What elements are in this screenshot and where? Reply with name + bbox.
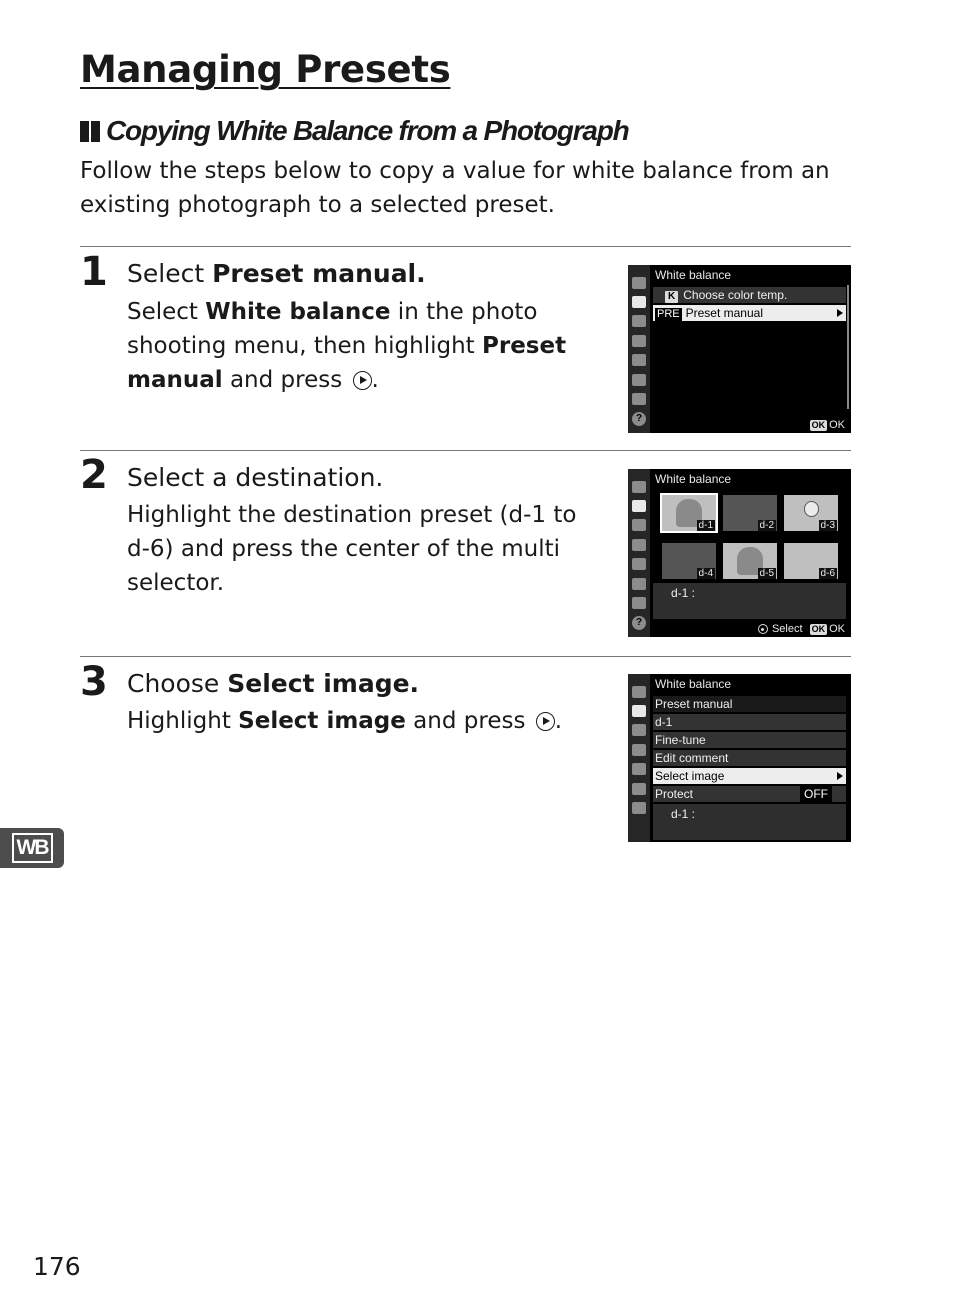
camera-screen-white-balance-menu [628, 265, 851, 433]
menu-item-preset-manual[interactable]: PRE Preset manual [653, 305, 846, 321]
custom-settings-icon [632, 744, 646, 756]
submenu-heading-preset-manual: Preset manual [653, 696, 846, 712]
setup-menu-icon [632, 763, 646, 775]
movie-shooting-menu-icon [632, 315, 646, 327]
retouch-menu-icon [632, 783, 646, 795]
wb-tab-label: WB [12, 833, 53, 863]
menu-sidebar [628, 674, 650, 842]
menu-item-edit-comment[interactable]: Edit comment [653, 750, 846, 766]
step-number: 3 [80, 659, 108, 705]
protect-value: OFF [800, 786, 832, 802]
playback-menu-icon [632, 481, 646, 493]
photo-shooting-menu-icon [632, 705, 646, 717]
preset-thumbnail-d3[interactable]: d-3 [784, 495, 838, 531]
menu-item-fine-tune[interactable]: Fine-tune [653, 732, 846, 748]
kelvin-icon: K [665, 291, 678, 303]
help-icon: ? [632, 412, 646, 426]
my-menu-icon [632, 597, 646, 609]
photo-shooting-menu-icon [632, 296, 646, 308]
custom-settings-icon [632, 335, 646, 347]
step-divider [80, 656, 851, 657]
help-icon: ? [632, 616, 646, 630]
setup-menu-icon [632, 558, 646, 570]
section-heading [80, 115, 629, 147]
step-number: 2 [80, 452, 108, 498]
chevron-right-icon [837, 772, 843, 780]
screen-title: White balance [655, 677, 732, 691]
retouch-menu-icon [632, 578, 646, 590]
playback-menu-icon [632, 277, 646, 289]
step-title: Select a destination. [127, 463, 384, 492]
photo-thumbnail-image [804, 501, 819, 517]
my-menu-icon [632, 802, 646, 814]
step-body: Highlight Select image and press . [127, 708, 563, 734]
intro-paragraph: Follow the steps below to copy a value for white balance from an existing photograph to a selected preset. [80, 158, 830, 218]
multi-selector-right-icon [536, 712, 555, 731]
menu-sidebar [628, 265, 650, 433]
step-body: Select White balance in the photo shooting menu, then highlight Preset manual and press . [127, 299, 567, 393]
movie-shooting-menu-icon [632, 724, 646, 736]
step-number: 1 [80, 249, 108, 295]
ok-legend: OK OK [811, 419, 845, 431]
screen-title: White balance [655, 472, 732, 486]
scrollbar [847, 285, 849, 409]
photo-shooting-menu-icon [632, 500, 646, 512]
camera-screen-destination-select [628, 469, 851, 637]
section-marker-icon [80, 121, 100, 142]
preset-thumbnail-d1[interactable]: d-1 [662, 495, 716, 531]
chevron-right-icon [837, 309, 843, 317]
menu-item-choose-color-temp[interactable]: K Choose color temp. [653, 287, 846, 303]
step-divider [80, 450, 851, 451]
preset-info-band: d-1 : [653, 804, 846, 840]
multi-selector-right-icon [353, 371, 372, 390]
step-body: Highlight the destination preset (d-1 to d-6) and press the center of the multi selector. [127, 502, 577, 596]
menu-item-d1: d-1 [653, 714, 846, 730]
step-title: Choose Select image. [127, 669, 420, 698]
preset-thumbnail-d5[interactable]: d-5 [723, 543, 777, 579]
playback-menu-icon [632, 686, 646, 698]
step-divider [80, 246, 851, 247]
page-title: Managing Presets [80, 48, 451, 91]
my-menu-icon [632, 393, 646, 405]
menu-item-select-image[interactable]: Select image [653, 768, 846, 784]
step-title: Select Preset manual. [127, 259, 426, 288]
setup-menu-icon [632, 354, 646, 366]
movie-shooting-menu-icon [632, 519, 646, 531]
wb-section-tab [0, 828, 64, 868]
retouch-menu-icon [632, 374, 646, 386]
custom-settings-icon [632, 539, 646, 551]
preset-thumbnail-d6[interactable]: d-6 [784, 543, 838, 579]
select-ok-legend: Select OK OK [758, 623, 845, 635]
preset-icon: PRE [657, 308, 680, 320]
ok-button-icon: OK [811, 419, 826, 430]
preset-thumbnail-d2[interactable]: d-2 [723, 495, 777, 531]
menu-sidebar [628, 469, 650, 637]
camera-screen-preset-options [628, 674, 851, 842]
ok-button-icon: OK [811, 623, 826, 634]
preset-info-band: d-1 : [653, 583, 846, 619]
menu-item-protect[interactable]: Protect OFF [653, 786, 846, 802]
screen-title: White balance [655, 268, 732, 282]
page-number: 176 [33, 1252, 81, 1281]
preset-thumbnail-d4[interactable]: d-4 [662, 543, 716, 579]
section-heading-text: Copying White Balance from a Photograph [106, 115, 629, 146]
multi-selector-center-icon [758, 624, 768, 634]
